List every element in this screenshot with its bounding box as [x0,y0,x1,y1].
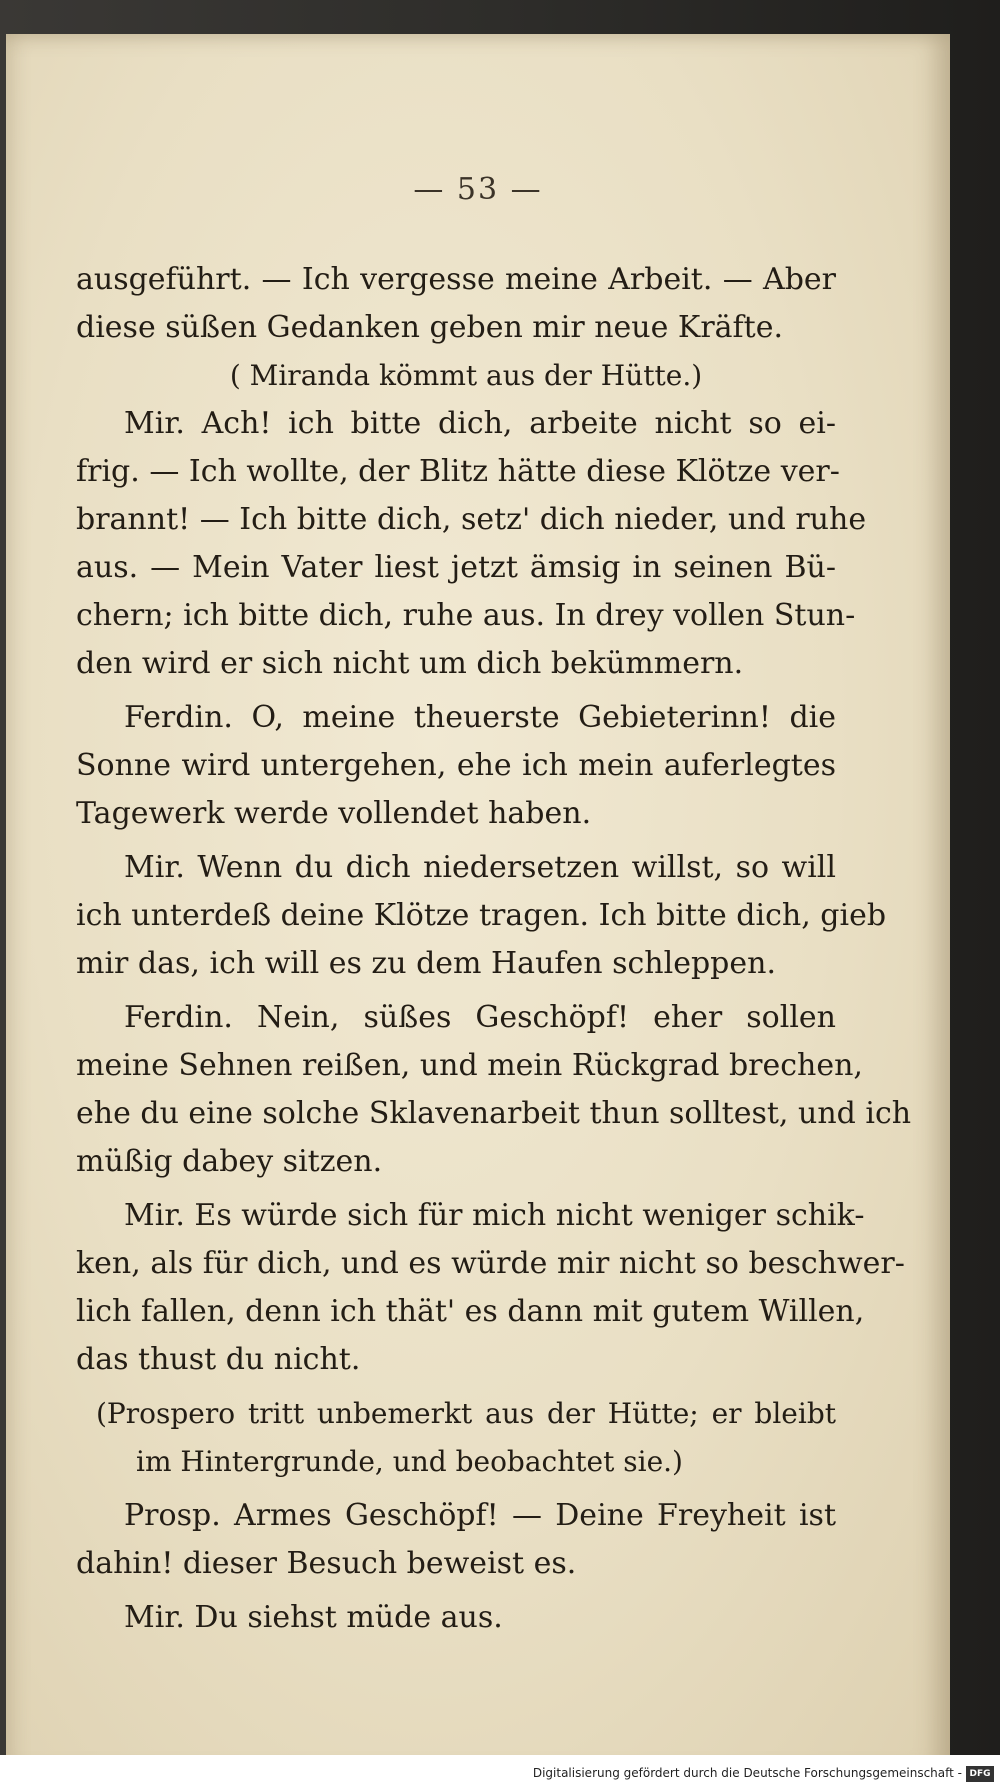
text-line: diese süßen Gedanken geben mir neue Kräfte. [76,310,783,345]
funding-credit: Digitalisierung gefördert durch die Deutsche Forschungsgemeinschaft - [532,1766,962,1780]
book-page [6,34,950,1774]
page-number: — 53 — [413,172,543,207]
stage-direction: (Prospero tritt unbemerkt aus der Hütte; er bleibt [96,1397,836,1430]
text-line: ken, als für dich, und es würde mir nicht so beschwer- [76,1246,905,1281]
text-line: mir das, ich will es zu dem Haufen schleppen. [76,946,776,981]
text-line: aus. — Mein Vater liest jetzt ämsig in seinen Bü- [76,550,836,585]
stage-direction: ( Miranda kömmt aus der Hütte.) [229,359,703,392]
text-line: Tagewerk werde vollendet haben. [76,796,592,831]
text-line: brannt! — Ich bitte dich, setz' dich nieder, und ruhe [76,502,867,537]
text-line: Sonne wird untergehen, ehe ich mein auferlegtes [76,748,836,783]
footer-bar [0,1755,1000,1789]
text-line: ich unterdeß deine Klötze tragen. Ich bitte dich, gieb [76,898,887,933]
dialogue-line: Mir. Du siehst müde aus. [124,1600,503,1635]
text-line: meine Sehnen reißen, und mein Rückgrad brechen, [76,1048,863,1083]
dialogue-line: Mir. Es würde sich für mich nicht weniger schik- [124,1198,865,1233]
dfg-logo: DFG [966,1766,994,1782]
dialogue-line: Ferdin. O, meine theuerste Gebieterinn! die [124,700,836,735]
text-line: das thust du nicht. [76,1342,361,1377]
dialogue-line: Ferdin. Nein, süßes Geschöpf! eher sollen [124,1000,836,1035]
dialogue-line: Prosp. Armes Geschöpf! — Deine Freyheit ist [124,1498,836,1533]
text-line: dahin! dieser Besuch beweist es. [76,1546,577,1581]
dialogue-line: Mir. Wenn du dich niedersetzen willst, so will [124,850,836,885]
text-line: müßig dabey sitzen. [76,1144,383,1179]
text-line: frig. — Ich wollte, der Blitz hätte diese Klötze ver- [76,454,840,489]
dialogue-line: Mir. Ach! ich bitte dich, arbeite nicht so ei- [124,406,836,441]
text-line: den wird er sich nicht um dich bekümmern. [76,646,744,681]
stage-direction: im Hintergrunde, und beobachtet sie.) [136,1445,683,1478]
text-line: chern; ich bitte dich, ruhe aus. In drey vollen Stun- [76,598,856,633]
text-line: lich fallen, denn ich thät' es dann mit gutem Willen, [76,1294,865,1329]
page-text [76,256,912,1642]
text-line: ehe du eine solche Sklavenarbeit thun solltest, und ich [76,1096,912,1131]
text-line: ausgeführt. — Ich vergesse meine Arbeit. — Aber [76,262,836,297]
